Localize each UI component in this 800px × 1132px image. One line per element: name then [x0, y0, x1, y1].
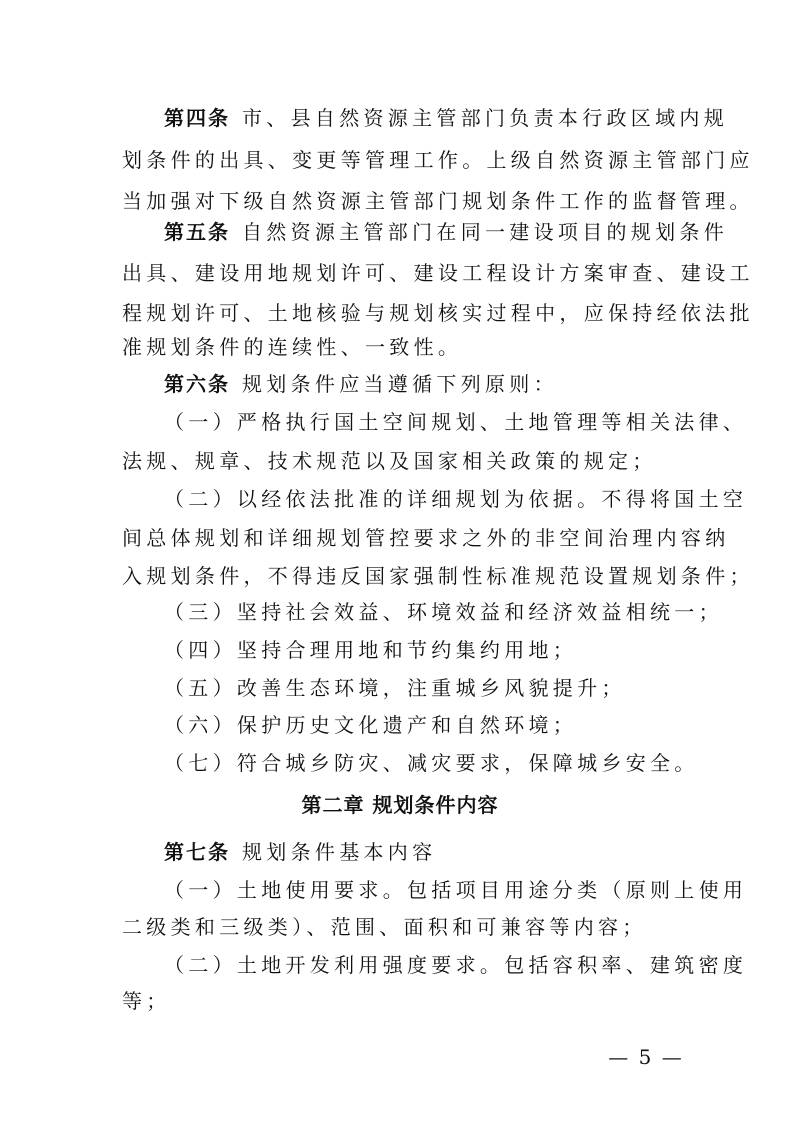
- article-6-item-7: （七）符合城乡防灾、减灾要求，保障城乡安全。: [164, 751, 699, 775]
- chapter-2-heading: 第二章 规划条件内容: [301, 793, 499, 817]
- article-7-text: 规划条件基本内容: [242, 840, 437, 864]
- article-6-item-2-line-2: 间总体规划和详细规划管控要求之外的非空间治理内容纳: [122, 526, 730, 550]
- article-7-item-2-line-2: 等；: [122, 989, 171, 1013]
- page-number: — 5 —: [608, 1045, 684, 1069]
- article-7-line-1: [164, 832, 682, 872]
- article-4-label: 第四条: [164, 106, 230, 130]
- article-6-text: 规划条件应当遵循下列原则：: [242, 372, 558, 396]
- article-7-item-1-line-1: （一）土地使用要求。包括项目用途分类（原则上使用: [164, 878, 748, 902]
- article-6-item-2-line-1: （二）以经依法批准的详细规划为依据。不得将国土空: [164, 487, 748, 511]
- article-6-item-1-line-1: （一）严格执行国土空间规划、土地管理等相关法律、: [164, 410, 748, 434]
- article-6-item-2-line-3: 入规划条件，不得违反国家强制性标准规范设置规划条件；: [122, 564, 754, 588]
- article-6-item-5: （五）改善生态环境，注重城乡风貌提升；: [164, 676, 626, 700]
- article-5-line-4: 准规划条件的连续性、一致性。: [122, 335, 463, 359]
- article-4-text: 市、县自然资源主管部门负责本行政区域内规: [242, 106, 728, 130]
- article-7-label: 第七条: [164, 840, 230, 864]
- article-6-item-1-line-2: 法规、规章、技术规范以及国家相关政策的规定；: [122, 449, 657, 473]
- article-5-line-2: 出具、建设用地规划许可、建设工程设计方案审查、建设工: [122, 261, 754, 285]
- article-7-item-1-line-2: 二级类和三级类）、范围、面积和可兼容等内容；: [122, 915, 647, 939]
- article-5-line-3: 程规划许可、土地核验与规划核实过程中，应保持经依法批: [122, 301, 754, 325]
- article-5-text: 自然资源主管部门在同一建设项目的规划条件: [242, 220, 728, 244]
- article-5-label: 第五条: [164, 220, 230, 244]
- article-6-item-4: （四）坚持合理用地和节约集约用地；: [164, 638, 578, 662]
- article-7-item-2-line-1: （二）土地开发利用强度要求。包括容积率、建筑密度: [164, 953, 748, 977]
- article-6-item-6: （六）保护历史文化遗产和自然环境；: [164, 713, 578, 737]
- article-5-line-1: [164, 212, 728, 252]
- article-6-item-3: （三）坚持社会效益、环境效益和经济效益相统一；: [164, 600, 723, 624]
- article-4-line-2: 划条件的出具、变更等管理工作。上级自然资源主管部门应: [122, 148, 754, 172]
- article-4-line-1: [164, 98, 728, 138]
- article-4-line-3: 当加强对下级自然资源主管部门规划条件工作的监督管理。: [122, 189, 754, 213]
- article-6-line-1: [164, 364, 682, 404]
- article-6-label: 第六条: [164, 372, 230, 396]
